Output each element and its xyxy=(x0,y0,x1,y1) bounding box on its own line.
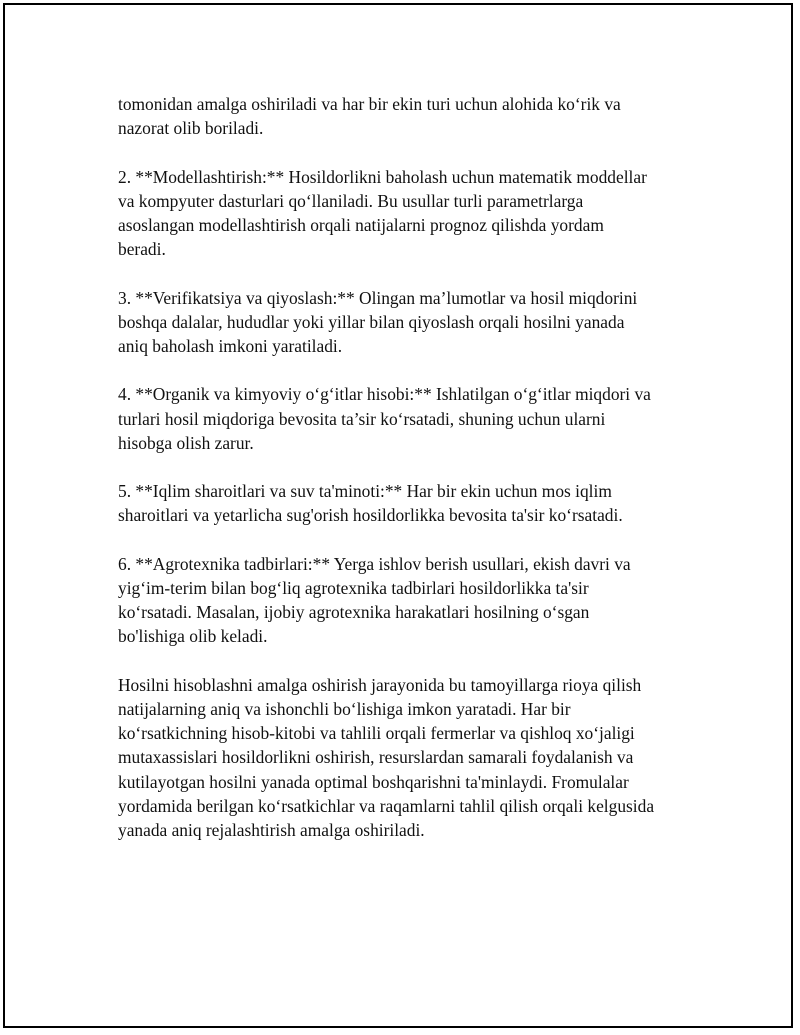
text-line: turlari hosil miqdoriga bevosita ta’sir ko‘rsatadi, shuning uchun ularni xyxy=(118,408,606,429)
paragraph-item-3 xyxy=(118,286,698,359)
text-line: asoslangan modellashtirish orqali natijalarni prognoz qilishda yordam xyxy=(118,215,604,235)
text-line: 2. **Modellashtirish:** Hosildorlikni baholash uchun matematik moddellar xyxy=(118,166,647,187)
text-line: sharoitlari va yetarlicha sug'orish hosildorlikka bevosita ta'sir ko‘rsatadi. xyxy=(118,505,623,526)
paragraph-item-5 xyxy=(118,479,698,527)
text-line: ko‘rsatkichning hisob-kitobi va tahlili orqali fermerlar va qishloq xo‘jaligi xyxy=(118,723,635,744)
text-line: ko‘rsatadi. Masalan, ijobiy agrotexnika harakatlari hosilning o‘sgan xyxy=(118,602,590,623)
paragraph-item-2 xyxy=(118,165,698,262)
paragraph-item-6 xyxy=(118,552,698,649)
text-line: 4. **Organik va kimyoviy o‘g‘itlar hisobi:** Ishlatilgan o‘g‘itlar miqdori va xyxy=(118,384,651,405)
text-line: Hosilni hisoblashni amalga oshirish jarayonida bu tamoyillarga rioya qilish xyxy=(118,674,642,695)
document-body xyxy=(118,92,698,866)
text-line: yanada aniq rejalashtirish amalga oshiriladi. xyxy=(118,820,425,840)
text-line: 3. **Verifikatsiya va qiyoslash:** Olingan ma’lumotlar va hosil miqdorini xyxy=(118,287,638,308)
paragraph-conclusion xyxy=(118,673,698,842)
text-line: yig‘im-terim bilan bog‘liq agrotexnika tadbirlari hosildorlikka ta'sir xyxy=(118,577,589,598)
paragraph-item-4 xyxy=(118,382,698,455)
text-line: hisobga olish zarur. xyxy=(118,432,254,453)
text-line: nazorat olib boriladi. xyxy=(118,118,264,139)
text-line: yordamida berilgan ko‘rsatkichlar va raqamlarni tahlil qilish orqali kelgusida xyxy=(118,795,655,816)
text-line: boshqa dalalar, hududlar yoki yillar bilan qiyoslash orqali hosilni yanada xyxy=(118,311,625,332)
text-line: natijalarning aniq va ishonchli bo‘lishiga imkon yaratadi. Har bir xyxy=(118,698,571,719)
text-line: aniq baholash imkoni yaratiladi. xyxy=(118,336,343,356)
paragraph-continuation xyxy=(118,92,698,140)
text-line: bo'lishiga olib keladi. xyxy=(118,626,268,647)
text-line: kutilayotgan hosilni yanada optimal boshqarishni ta'minlaydi. Fromulalar xyxy=(118,771,629,792)
text-line: tomonidan amalga oshiriladi va har bir ekin turi uchun alohida ko‘rik va xyxy=(118,94,621,114)
text-line: 5. **Iqlim sharoitlari va suv ta'minoti:** Har bir ekin uchun mos iqlim xyxy=(118,481,612,502)
text-line: beradi. xyxy=(118,239,166,260)
text-line: va kompyuter dasturlari qo‘llaniladi. Bu usullar turli parametrlarga xyxy=(118,190,584,211)
text-line: 6. **Agrotexnika tadbirlari:** Yerga ishlov berish usullari, ekish davri va xyxy=(118,553,631,574)
text-line: mutaxassislari hosildorlikni oshirish, resurslardan samarali foydalanish va xyxy=(118,747,634,768)
